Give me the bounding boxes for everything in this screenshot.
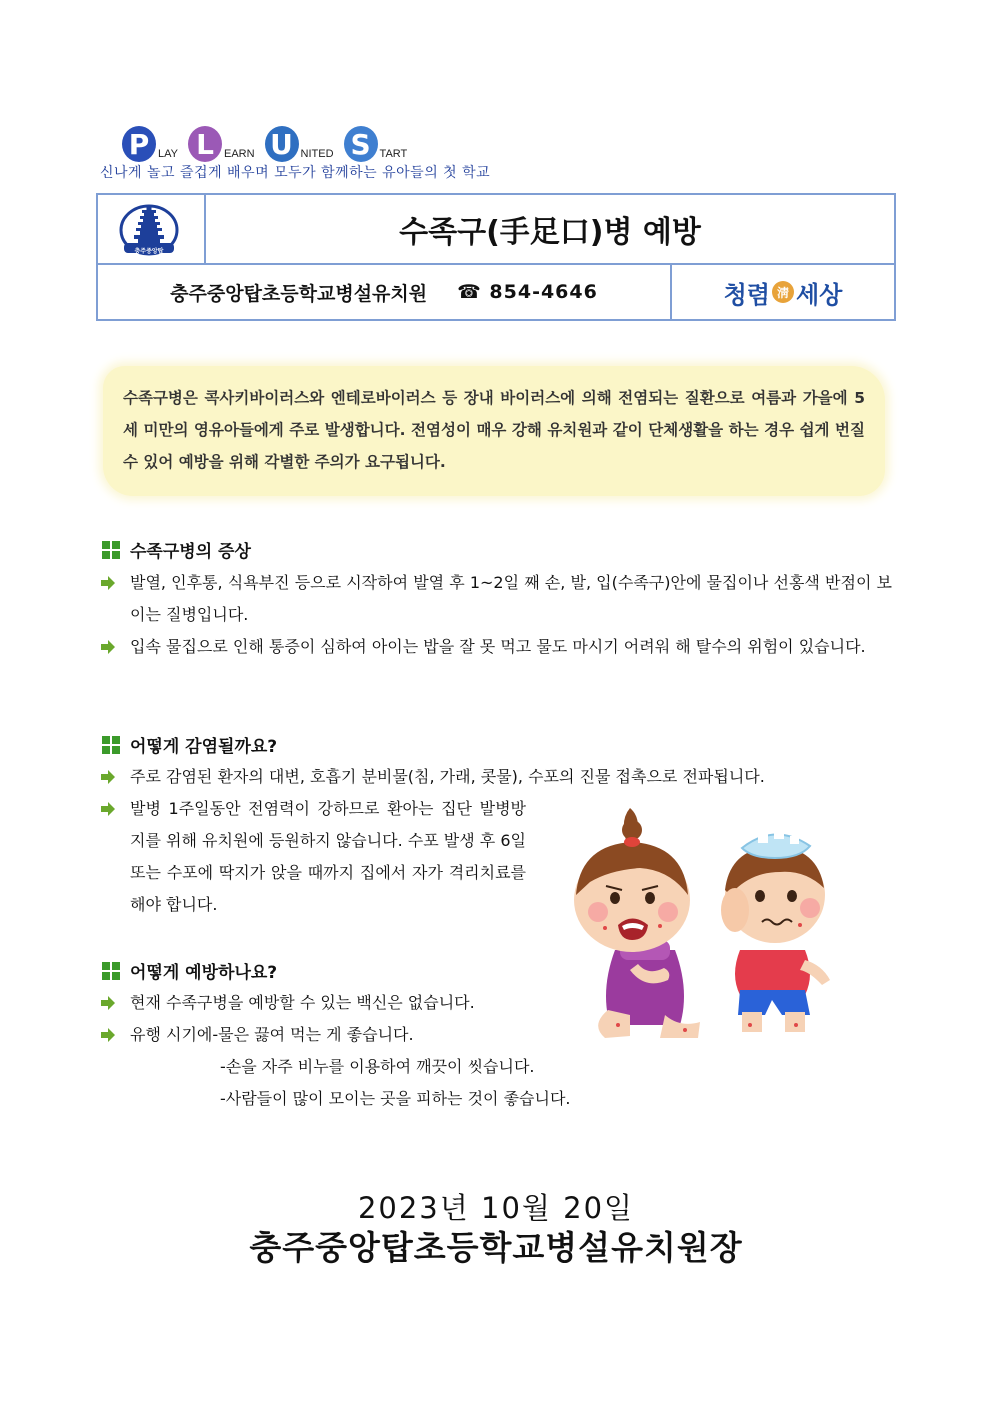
document-date: 2023년 10월 20일	[357, 1191, 635, 1225]
list-item: 입속 물집으로 인해 통증이 심하여 아이는 밥을 잘 못 먹고 물도 마시기 어려워 해 탈수의 위험이 있습니다.	[100, 631, 892, 695]
school-name: 충주중앙탑초등학교병설유치원	[170, 282, 428, 305]
list-subitem: -사람들이 많이 모이는 곳을 피하는 것이 좋습니다.	[220, 1089, 571, 1108]
sick-children-illustration	[560, 800, 860, 1045]
arrow-right-icon	[100, 575, 116, 591]
list-subitem: -손을 자주 비누를 이용하여 깨끗이 씻습니다.	[220, 1057, 535, 1076]
school-slogan: 신나게 놀고 즐겁게 배우며 모두가 함께하는 유아들의 첫 학교	[100, 165, 491, 181]
school-info	[98, 265, 670, 319]
section-heading-symptoms: 수족구병의 증상	[102, 537, 251, 562]
list-item: 유행 시기에-물은 끓여 먹는 게 좋습니다.	[100, 1019, 600, 1051]
brand-seal: 淸	[772, 281, 794, 303]
plus-letter-s: S TART	[344, 126, 408, 162]
plus-letter-u: U NITED	[265, 126, 334, 162]
section-heading-infection: 어떻게 감염될까요?	[102, 732, 277, 757]
list-item: 주로 감염된 환자의 대변, 호흡기 분비물(침, 가래, 콧물), 수포의 진물 접촉으로 전파됩니다.	[100, 761, 892, 793]
section-heading-prevention: 어떻게 예방하나요?	[102, 958, 277, 983]
intro-text: 수족구병은 콕사키바이러스와 엔테로바이러스 등 장내 바이러스에 의해 전염되는 질환으로 여름과 가을에 5세 미만의 영유아들에게 주로 발생합니다. 전염성이 매우 강해 유치원과 같이 단체생활을 하는 경우 쉽게 번질 수 있어 예방을 위해 각별한 주의가 요구됩니다.	[123, 389, 865, 471]
arrow-right-icon	[100, 639, 116, 655]
arrow-right-icon	[100, 769, 116, 785]
arrow-right-icon	[100, 801, 116, 817]
brand-left-text: 청렴	[723, 279, 770, 309]
intro-box	[103, 366, 885, 496]
green-square-icon	[102, 962, 120, 980]
school-emblem	[116, 199, 182, 259]
list-item: 발열, 인후통, 식욕부진 등으로 시작하여 발열 후 1~2일 째 손, 발, 입(수족구)안에 물집이나 선홍색 반점이 보이는 질병입니다.	[100, 567, 892, 631]
arrow-right-icon	[100, 995, 116, 1011]
page-title: 수족구(手足口)병 예방	[399, 215, 701, 250]
list-item: 현재 수족구병을 예방할 수 있는 백신은 없습니다.	[100, 987, 600, 1019]
school-phone: ☎ 854-4646	[457, 281, 598, 303]
sick-boy-illustration	[721, 830, 830, 1032]
sick-girl-illustration	[574, 808, 700, 1038]
arrow-right-icon	[100, 1027, 116, 1043]
plus-motto	[122, 126, 417, 162]
plus-letter-p: P LAY	[122, 126, 178, 162]
list-item: 발병 1주일동안 전염력이 강하므로 환아는 집단 발병방지를 위해 유치원에 등원하지 않습니다. 수포 발생 후 6일 또는 수포에 딱지가 앉을 때까지 집에서 자가 격리치료를 해야 합니다.	[100, 793, 530, 921]
green-square-icon	[102, 736, 120, 754]
signature-line: 충주중앙탑초등학교병설유치원장	[249, 1228, 743, 1267]
green-square-icon	[102, 541, 120, 559]
brand-right-text: 세상	[796, 279, 843, 309]
emblem-caption: 충주중앙탑	[134, 248, 164, 255]
plus-letter-l: L EARN	[188, 126, 255, 162]
integrity-brand-logo	[672, 265, 894, 319]
title-table	[96, 193, 896, 321]
